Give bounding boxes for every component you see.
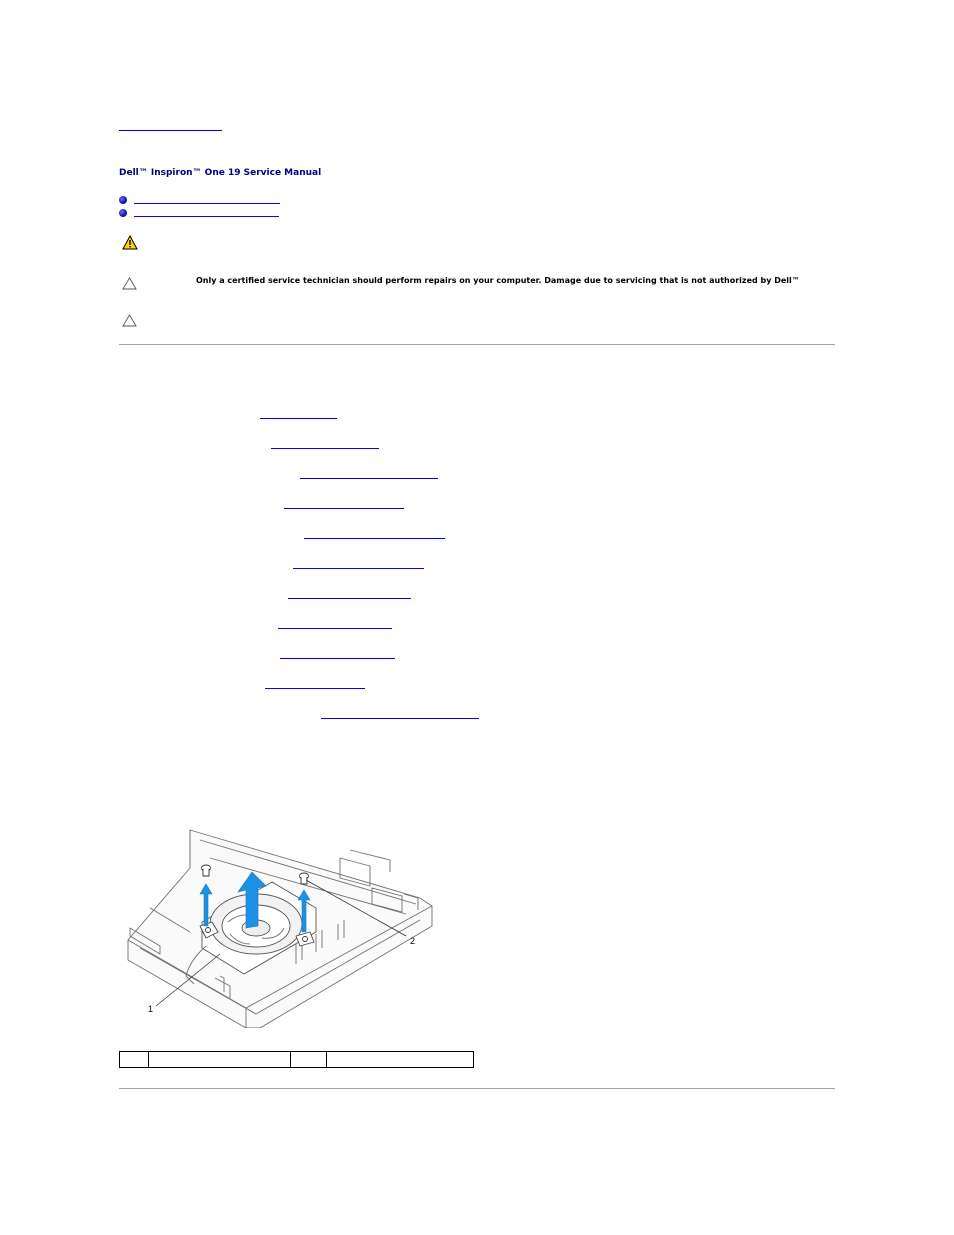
caution-notice-text: Only a certified service technician should perform repairs on your computer. Damage due to servicing that is not authorized by Dell™ bbox=[196, 276, 800, 285]
legend-label-cell bbox=[149, 1052, 291, 1068]
caution-icon bbox=[122, 314, 137, 327]
caution-icon bbox=[122, 277, 137, 290]
legend-number-cell bbox=[120, 1052, 149, 1068]
step-link-11[interactable] bbox=[321, 718, 479, 719]
table-row bbox=[120, 1052, 474, 1068]
callout-2: 2 bbox=[410, 936, 416, 946]
step-link-6[interactable] bbox=[293, 568, 424, 569]
fan-removal-illustration bbox=[120, 828, 440, 1028]
manual-title: Dell™ Inspiron™ One 19 Service Manual bbox=[119, 168, 322, 178]
step-link-10[interactable] bbox=[265, 688, 365, 689]
bullet-icon bbox=[119, 209, 127, 217]
warning-icon bbox=[122, 235, 138, 250]
legend-label-cell bbox=[327, 1052, 474, 1068]
section-divider bbox=[119, 1088, 835, 1089]
step-link-9[interactable] bbox=[280, 658, 395, 659]
callout-1: 1 bbox=[148, 1004, 154, 1014]
step-link-1[interactable] bbox=[260, 418, 337, 419]
step-link-4[interactable] bbox=[284, 508, 404, 509]
section-divider bbox=[119, 344, 835, 345]
step-link-5[interactable] bbox=[304, 538, 445, 539]
section-link-removing[interactable] bbox=[134, 203, 280, 204]
callout-legend-table bbox=[119, 1051, 474, 1068]
bullet-icon bbox=[119, 196, 127, 204]
step-link-7[interactable] bbox=[288, 598, 411, 599]
step-link-3[interactable] bbox=[300, 478, 438, 479]
step-link-2[interactable] bbox=[271, 448, 379, 449]
back-to-contents-link[interactable] bbox=[119, 130, 222, 131]
legend-number-cell bbox=[291, 1052, 327, 1068]
step-link-8[interactable] bbox=[278, 628, 392, 629]
section-link-replacing[interactable] bbox=[134, 216, 279, 217]
